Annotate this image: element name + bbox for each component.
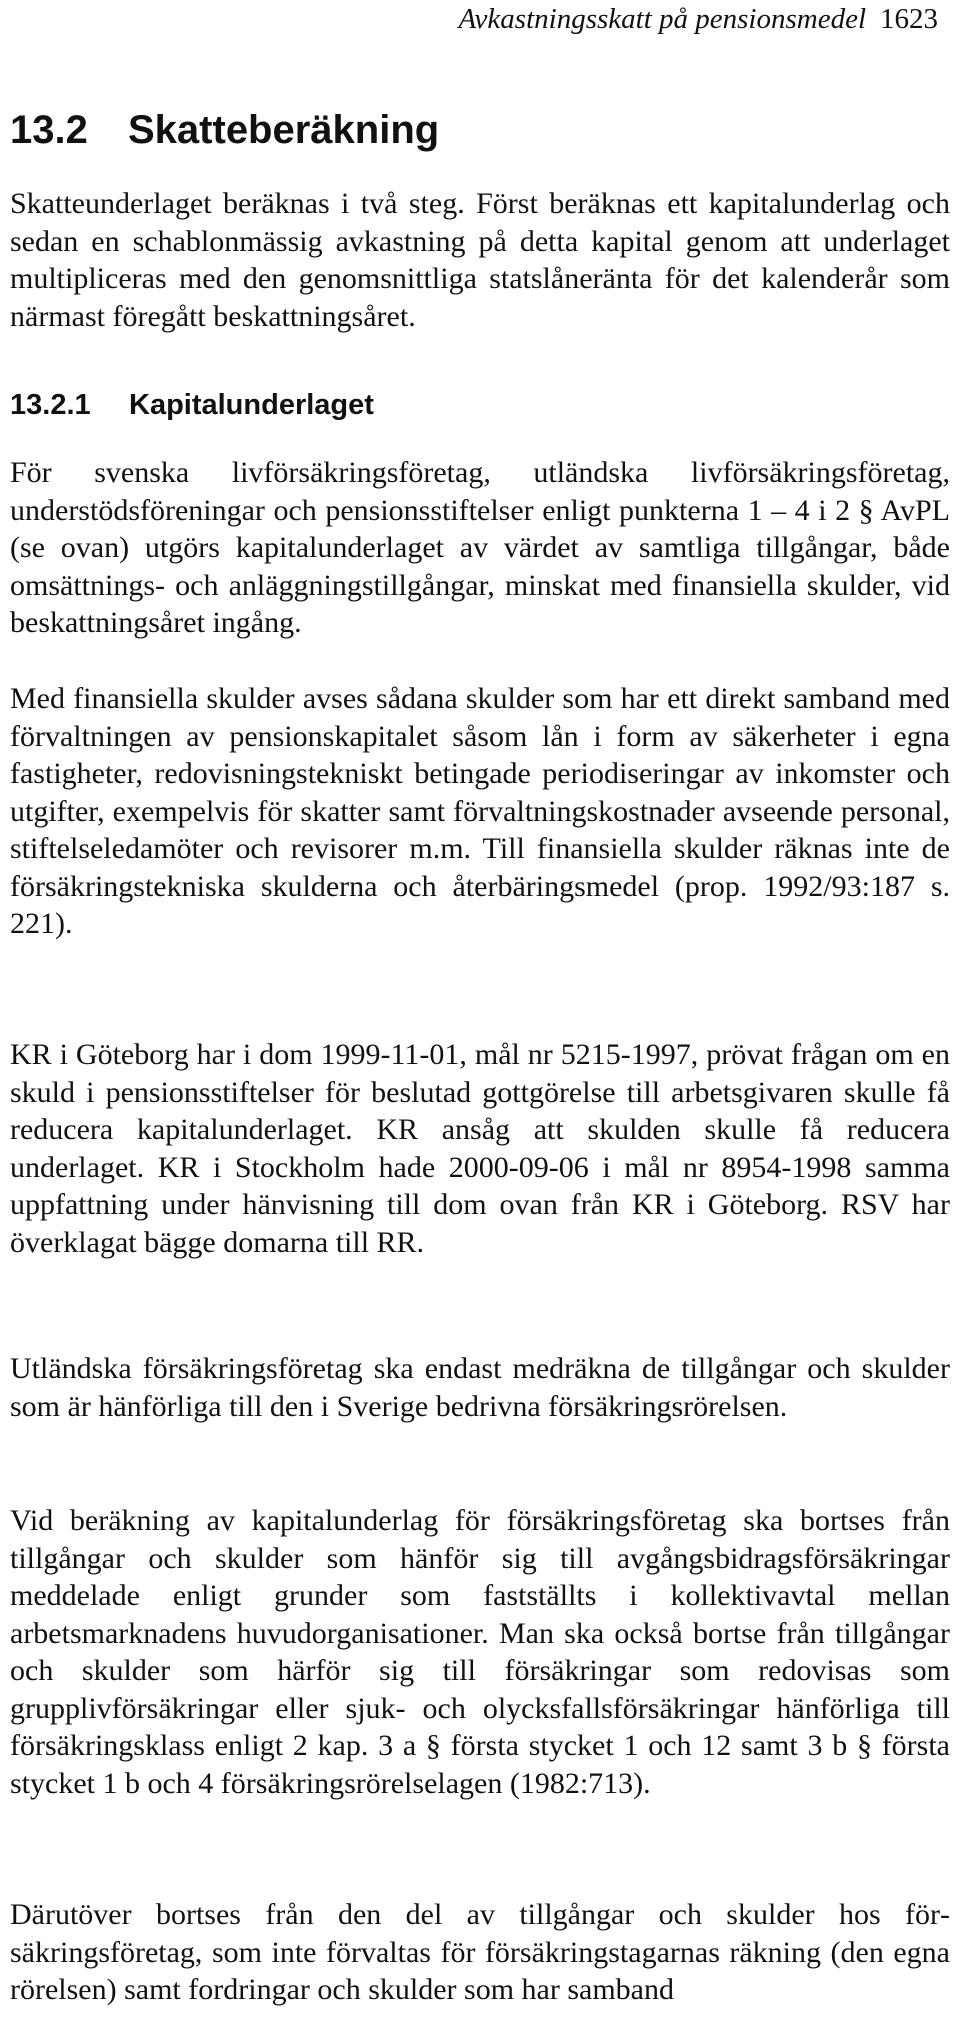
running-title: Avkastningsskatt på pensionsmedel (458, 3, 866, 35)
subsection-heading (10, 388, 374, 423)
body-paragraph: Därutöver bortses från den del av tillgångar och skulder hos försäkringsföretag, som inte förvaltas för försäkringstagarnas räkning (den egna rörelsen) samt fordringar och skulder som har samband (10, 1898, 950, 2006)
section-number: 13.2 (10, 108, 88, 152)
body-paragraph: Utländska försäkringsföretag ska endast medräkna de tillgångar och skulder som är hänförliga till den i Sverige bedrivna försäkringsrörelsen. (10, 1352, 950, 1423)
running-header (458, 2, 938, 37)
body-paragraph: KR i Göteborg har i dom 1999-11-01, mål nr 5215-1997, prövat frågan om en skuld i pensionsstiftelser för beslutad gottgörelse till arbetsgivaren skulle få reducera kapitalunderlaget. KR ansåg att skulden skulle få reducera underlaget. KR i Stockholm hade 2000-09-06 i mål nr 8954-1998 samma uppfattning under hänvisning till dom ovan från KR i Göteborg. RSV har överklagat bägge domarna till RR. (10, 1038, 950, 1259)
intro-paragraph: Skatteunderlaget beräknas i två steg. Först beräknas ett kapitalunderlag och sedan en schablonmässig avkastning på detta kapital genom att underlaget multipliceras med den genomsnittliga statslåneränta för det kalenderår som närmast föregått beskattningsåret. (10, 187, 950, 333)
subsection-number: 13.2.1 (10, 389, 91, 421)
section-heading (10, 108, 439, 152)
body-paragraph: För svenska livförsäkringsföretag, utländska livförsäkringsföretag, understödsföreningar och pensionsstiftelser enligt punkterna 1 – 4 i 2 § AvPL (se ovan) utgörs kapitalunderlaget av värdet av samtliga tillgångar, både omsättnings- och anläggningstillgångar, minskat med finansiella skulder, vid beskattningsåret ingång. (10, 456, 950, 639)
subsection-title: Kapitalunderlaget (129, 389, 374, 421)
page-number: 1623 (880, 3, 938, 35)
body-paragraph: Vid beräkning av kapitalunderlag för försäkringsföretag ska bortses från tillgångar och skulder som hänför sig till avgångsbidragsförsäkringar meddelade enligt grunder som fastställts i kollektivavtal mellan arbetsmarknadens huvudorganisationer. Man ska också bortse från tillgångar och skulder som härför sig till försäkringar som redovisas som grupplivförsäkringar eller sjuk- och olycksfallsförsäkringar hänförliga till försäkringsklass enligt 2 kap. 3 a § första stycket 1 och 12 samt 3 b § första stycket 1 b och 4 försäkringsrörelselagen (1982:713). (10, 1504, 950, 1800)
section-title: Skatteberäkning (128, 108, 440, 152)
body-paragraph: Med finansiella skulder avses sådana skulder som har ett direkt samband med förvaltningen av pensionskapitalet såsom lån i form av säkerheter i egna fastigheter, redovisningstekniskt betingade periodiseringar av inkomster och utgifter, exempelvis för skatter samt förvaltningskostnader avseende personal, stiftelseledamöter och revisorer m.m. Till finansiella skulder räknas inte de försäkringstekniska skulderna och återbäringsmedel (prop. 1992/93:187 s. 221). (10, 682, 950, 940)
